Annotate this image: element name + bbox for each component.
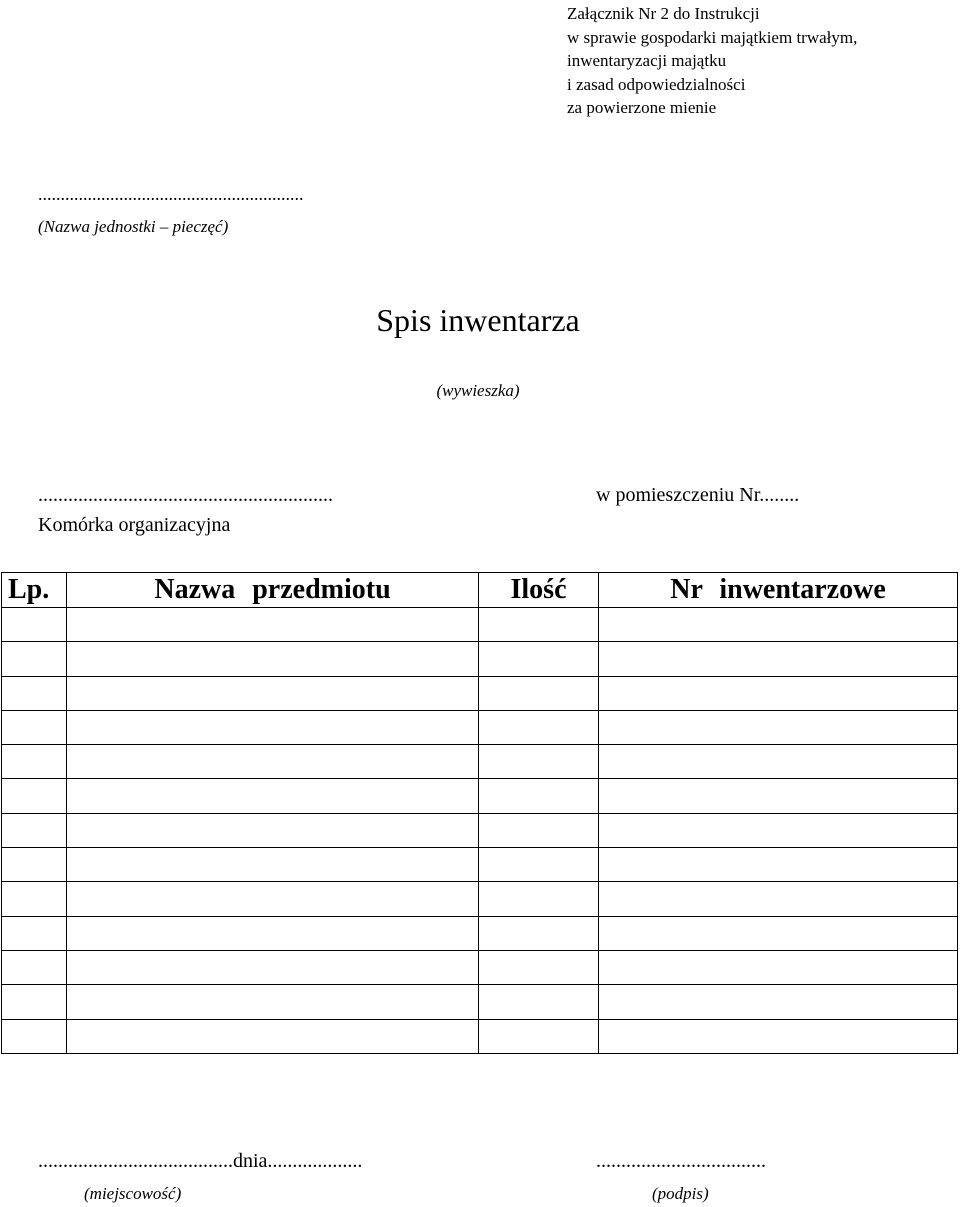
cell-lp[interactable] <box>2 676 67 710</box>
cell-item-name[interactable] <box>67 745 479 779</box>
signature-field[interactable]: .................................. <box>596 1150 766 1172</box>
cell-inventory-number[interactable] <box>599 950 958 984</box>
cell-quantity[interactable] <box>479 608 599 642</box>
cell-item-name[interactable] <box>67 779 479 813</box>
table-row <box>2 608 958 642</box>
annex-line: inwentaryzacji majątku <box>567 51 727 70</box>
place-caption: (miejscowość) <box>84 1184 182 1203</box>
table-row <box>2 745 958 779</box>
cell-inventory-number[interactable] <box>599 1019 958 1053</box>
cell-lp[interactable] <box>2 916 67 950</box>
table-row <box>2 779 958 813</box>
cell-lp[interactable] <box>2 1019 67 1053</box>
cell-inventory-number[interactable] <box>599 813 958 847</box>
table-row <box>2 882 958 916</box>
document-title: Spis inwentarza <box>376 302 580 338</box>
cell-inventory-number[interactable] <box>599 710 958 744</box>
table-row <box>2 813 958 847</box>
annex-line: w sprawie gospodarki majątkiem trwałym, <box>567 27 858 47</box>
cell-inventory-number[interactable] <box>599 985 958 1019</box>
cell-inventory-number[interactable] <box>599 745 958 779</box>
cell-inventory-number[interactable] <box>599 608 958 642</box>
cell-inventory-number[interactable] <box>599 882 958 916</box>
cell-item-name[interactable] <box>67 710 479 744</box>
cell-inventory-number[interactable] <box>599 848 958 882</box>
table-row <box>2 916 958 950</box>
cell-quantity[interactable] <box>479 882 599 916</box>
annex-line: i zasad odpowiedzialności <box>567 74 746 94</box>
cell-quantity[interactable] <box>479 676 599 710</box>
table-row <box>2 848 958 882</box>
table-row <box>2 642 958 676</box>
cell-quantity[interactable] <box>479 745 599 779</box>
unit-name-caption: (Nazwa jednostki – pieczęć) <box>38 217 229 236</box>
cell-lp[interactable] <box>2 985 67 1019</box>
cell-quantity[interactable] <box>479 1019 599 1053</box>
table-row <box>2 710 958 744</box>
cell-quantity[interactable] <box>479 985 599 1019</box>
cell-quantity[interactable] <box>479 950 599 984</box>
cell-lp[interactable] <box>2 950 67 984</box>
cell-item-name[interactable] <box>67 916 479 950</box>
cell-item-name[interactable] <box>67 950 479 984</box>
cell-item-name[interactable] <box>67 848 479 882</box>
cell-lp[interactable] <box>2 848 67 882</box>
column-header-lp: Lp. <box>2 573 67 608</box>
cell-quantity[interactable] <box>479 916 599 950</box>
cell-quantity[interactable] <box>479 848 599 882</box>
cell-quantity[interactable] <box>479 813 599 847</box>
cell-lp[interactable] <box>2 779 67 813</box>
annex-header <box>567 2 857 120</box>
cell-quantity[interactable] <box>479 710 599 744</box>
place-date-field[interactable]: .......................................dnia................... <box>38 1150 363 1172</box>
table-row <box>2 1019 958 1053</box>
cell-item-name[interactable] <box>67 608 479 642</box>
table-row <box>2 985 958 1019</box>
table-header-row <box>2 573 958 608</box>
unit-name-field[interactable]: ........................................................... <box>38 184 304 204</box>
column-header-inventory-number: Nr inwentarzowe <box>599 573 958 608</box>
org-unit-field[interactable]: ........................................................... <box>38 484 333 506</box>
cell-lp[interactable] <box>2 813 67 847</box>
cell-lp[interactable] <box>2 608 67 642</box>
annex-line: Załącznik Nr 2 do Instrukcji <box>567 4 760 23</box>
annex-line: za powierzone mienie <box>567 98 717 117</box>
cell-item-name[interactable] <box>67 676 479 710</box>
cell-inventory-number[interactable] <box>599 676 958 710</box>
document-subtitle: (wywieszka) <box>436 381 520 400</box>
cell-item-name[interactable] <box>67 1019 479 1053</box>
column-header-quantity: Ilość <box>479 573 599 608</box>
cell-quantity[interactable] <box>479 642 599 676</box>
cell-inventory-number[interactable] <box>599 642 958 676</box>
table-row <box>2 950 958 984</box>
column-header-item-name: Nazwa przedmiotu <box>67 573 479 608</box>
cell-item-name[interactable] <box>67 985 479 1019</box>
table-row <box>2 676 958 710</box>
cell-lp[interactable] <box>2 710 67 744</box>
inventory-table <box>1 572 958 1054</box>
cell-lp[interactable] <box>2 745 67 779</box>
room-number-field[interactable]: w pomieszczeniu Nr........ <box>596 484 800 506</box>
cell-item-name[interactable] <box>67 813 479 847</box>
org-unit-label: Komórka organizacyjna <box>38 514 231 536</box>
cell-inventory-number[interactable] <box>599 916 958 950</box>
cell-lp[interactable] <box>2 642 67 676</box>
cell-item-name[interactable] <box>67 642 479 676</box>
signature-caption: (podpis) <box>652 1184 709 1203</box>
cell-lp[interactable] <box>2 882 67 916</box>
cell-quantity[interactable] <box>479 779 599 813</box>
cell-inventory-number[interactable] <box>599 779 958 813</box>
cell-item-name[interactable] <box>67 882 479 916</box>
